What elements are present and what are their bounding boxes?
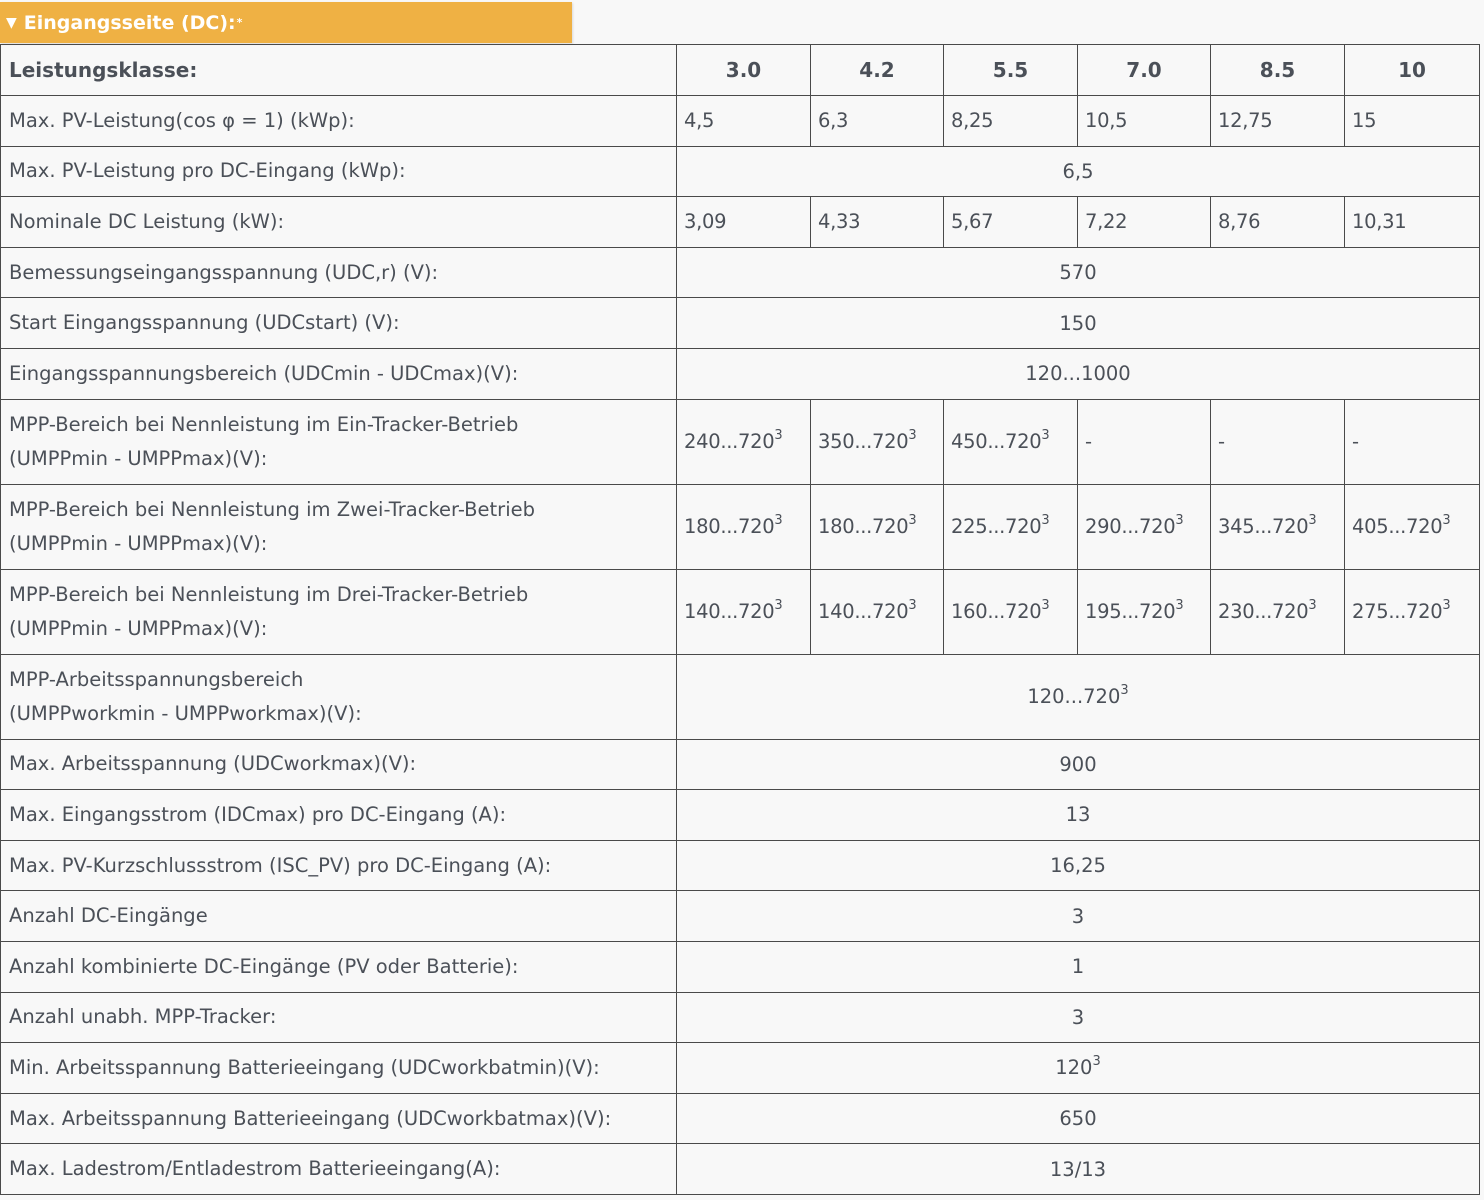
cell-value: 225...720$^3$ — [944, 484, 1078, 569]
cell-value: 7,22 — [1078, 197, 1211, 248]
row-label-line2: (UMPPworkmin - UMPPworkmax)(V): — [9, 701, 362, 725]
table-row — [1, 941, 1480, 992]
section-marker: * — [236, 16, 243, 29]
cell-value: 12,75 — [1211, 96, 1345, 147]
row-label-line2: (UMPPmin - UMPPmax)(V): — [9, 531, 268, 555]
table-row — [1, 1093, 1480, 1144]
table-row — [1, 992, 1480, 1043]
cell-value: 3 — [677, 992, 1480, 1043]
row-label-line1: MPP-Bereich bei Nennleistung im Drei-Tracker-Betrieb — [9, 582, 529, 606]
footnote-ref: 3 — [774, 598, 783, 614]
cell-value: 900 — [677, 739, 1480, 790]
footnote-ref: 3 — [1175, 598, 1184, 614]
footnote-ref: 3 — [1442, 513, 1451, 529]
cell-value: 4,33 — [811, 197, 944, 248]
table-row — [1, 654, 1480, 739]
row-label: Bemessungseingangsspannung (UDC,r) (V): — [1, 247, 677, 298]
row-label: Max. PV-Leistung pro DC-Eingang (kWp): — [1, 146, 677, 197]
cell-value: 345...720$^3$ — [1211, 484, 1345, 569]
cell-value: 15 — [1345, 96, 1480, 147]
cell-value: 195...720$^3$ — [1078, 569, 1211, 654]
section-header-dc-input[interactable] — [0, 2, 572, 43]
table-row — [1, 891, 1480, 942]
footnote-ref: 3 — [1041, 428, 1050, 444]
column-header: 3.0 — [677, 45, 811, 96]
cell-value: 6,5 — [677, 146, 1480, 197]
row-label: Max. PV-Kurzschlussstrom (ISC_PV) pro DC-Eingang (A): — [1, 840, 677, 891]
cell-value: - — [1211, 399, 1345, 484]
cell-value: 4,5 — [677, 96, 811, 147]
row-label: Min. Arbeitsspannung Batterieeingang (UDCworkbatmin)(V): — [1, 1043, 677, 1094]
row-label — [1, 484, 677, 569]
row-label: Max. Eingangsstrom (IDCmax) pro DC-Eingang (A): — [1, 790, 677, 841]
row-label: Max. PV-Leistung(cos φ = 1) (kWp): — [1, 96, 677, 147]
footnote-ref: 3 — [1120, 683, 1129, 699]
cell-value: 8,25 — [944, 96, 1078, 147]
cell-value: - — [1078, 399, 1211, 484]
row-label-line1: MPP-Arbeitsspannungsbereich — [9, 667, 304, 691]
table-row — [1, 247, 1480, 298]
column-header: 8.5 — [1211, 45, 1345, 96]
cell-value: 140...720$^3$ — [677, 569, 811, 654]
cell-value: 120...1000 — [677, 348, 1480, 399]
cell-value: 3 — [677, 891, 1480, 942]
column-header: 10 — [1345, 45, 1480, 96]
cell-value: 150 — [677, 298, 1480, 349]
cell-value: 180...720$^3$ — [811, 484, 944, 569]
footnote-ref: 3 — [1442, 598, 1451, 614]
row-label: Anzahl unabh. MPP-Tracker: — [1, 992, 677, 1043]
footnote-ref: 3 — [908, 428, 917, 444]
row-label: Start Eingangsspannung (UDCstart) (V): — [1, 298, 677, 349]
table-row — [1, 96, 1480, 147]
cell-value: 180...720$^3$ — [677, 484, 811, 569]
table-row — [1, 484, 1480, 569]
footnote-ref: 3 — [1041, 513, 1050, 529]
row-label — [1, 569, 677, 654]
footnote-ref: 3 — [1092, 1054, 1101, 1070]
row-label: Nominale DC Leistung (kW): — [1, 197, 677, 248]
spec-table — [0, 44, 1480, 1195]
section-title: Eingangsseite (DC): — [23, 11, 236, 34]
footnote-ref: 3 — [774, 513, 783, 529]
cell-value: 3,09 — [677, 197, 811, 248]
column-header: 5.5 — [944, 45, 1078, 96]
row-label: Anzahl DC-Eingänge — [1, 891, 677, 942]
table-row — [1, 348, 1480, 399]
cell-value: 290...720$^3$ — [1078, 484, 1211, 569]
cell-value: 10,31 — [1345, 197, 1480, 248]
cell-value: 6,3 — [811, 96, 944, 147]
footnote-ref: 3 — [1308, 513, 1317, 529]
table-row — [1, 197, 1480, 248]
table-row — [1, 569, 1480, 654]
cell-value: 275...720$^3$ — [1345, 569, 1480, 654]
cell-value: 16,25 — [677, 840, 1480, 891]
cell-value: 10,5 — [1078, 96, 1211, 147]
table-row — [1, 1043, 1480, 1094]
cell-value: 240...720$^3$ — [677, 399, 811, 484]
cell-value: 8,76 — [1211, 197, 1345, 248]
cell-value: 450...720$^3$ — [944, 399, 1078, 484]
cell-value: 140...720$^3$ — [811, 569, 944, 654]
footnote-ref: 3 — [1041, 598, 1050, 614]
cell-value: 5,67 — [944, 197, 1078, 248]
row-label-line1: MPP-Bereich bei Nennleistung im Ein-Tracker-Betrieb — [9, 412, 519, 436]
footnote-ref: 3 — [1175, 513, 1184, 529]
table-row — [1, 146, 1480, 197]
table-row — [1, 399, 1480, 484]
table-row — [1, 298, 1480, 349]
row-label-line2: (UMPPmin - UMPPmax)(V): — [9, 616, 268, 640]
cell-value: 570 — [677, 247, 1480, 298]
header-label: Leistungsklasse: — [1, 45, 677, 96]
cell-value: 160...720$^3$ — [944, 569, 1078, 654]
cell-value: - — [1345, 399, 1480, 484]
row-label: Max. Arbeitsspannung Batterieeingang (UDCworkbatmax)(V): — [1, 1093, 677, 1144]
table-row — [1, 840, 1480, 891]
row-label: Eingangsspannungsbereich (UDCmin - UDCmax)(V): — [1, 348, 677, 399]
cell-value: $120^3$ — [677, 1043, 1480, 1094]
row-label: Max. Ladestrom/Entladestrom Batterieeingang(A): — [1, 1144, 677, 1195]
cell-value: 120...720$^3$ — [677, 654, 1480, 739]
table-header-row — [1, 45, 1480, 96]
cell-value: 13/13 — [677, 1144, 1480, 1195]
cell-value: 13 — [677, 790, 1480, 841]
table-row — [1, 790, 1480, 841]
cell-value: 650 — [677, 1093, 1480, 1144]
row-label-line1: MPP-Bereich bei Nennleistung im Zwei-Tracker-Betrieb — [9, 497, 535, 521]
column-header: 4.2 — [811, 45, 944, 96]
table-row — [1, 739, 1480, 790]
footnote-ref: 3 — [908, 598, 917, 614]
cell-value: 405...720$^3$ — [1345, 484, 1480, 569]
footnote-ref: 3 — [908, 513, 917, 529]
row-label: Anzahl kombinierte DC-Eingänge (PV oder Batterie): — [1, 941, 677, 992]
cell-value: 1 — [677, 941, 1480, 992]
row-label-line2: (UMPPmin - UMPPmax)(V): — [9, 446, 268, 470]
row-label: Max. Arbeitsspannung (UDCworkmax)(V): — [1, 739, 677, 790]
row-label — [1, 654, 677, 739]
footnote-ref: 3 — [774, 428, 783, 444]
table-row — [1, 1144, 1480, 1195]
cell-value: 350...720$^3$ — [811, 399, 944, 484]
collapse-triangle-icon[interactable]: ▼ — [6, 14, 17, 31]
row-label — [1, 399, 677, 484]
footnote-ref: 3 — [1308, 598, 1317, 614]
column-header: 7.0 — [1078, 45, 1211, 96]
cell-value: 230...720$^3$ — [1211, 569, 1345, 654]
